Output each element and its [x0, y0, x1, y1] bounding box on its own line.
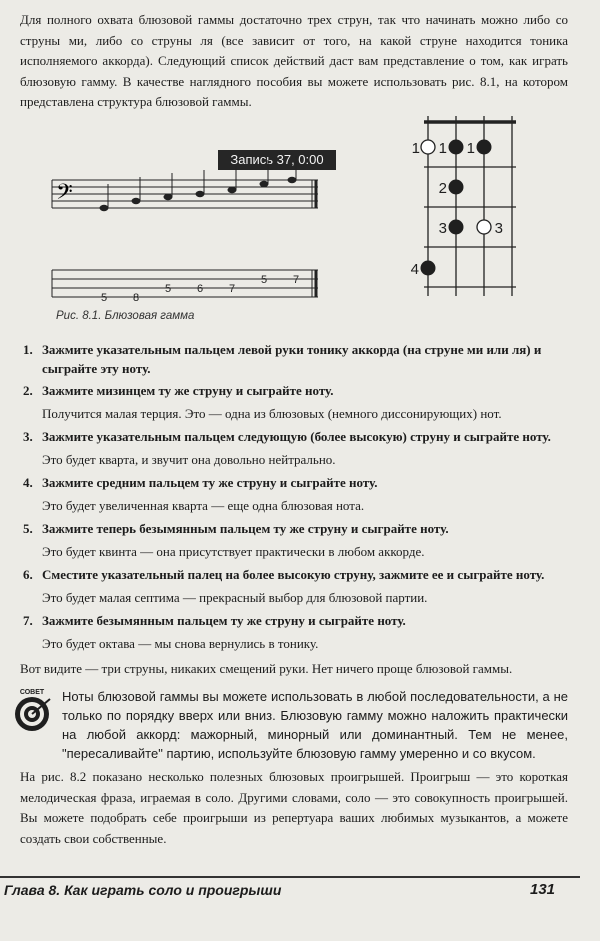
step-title: Зажмите безымянным пальцем ту же струну и сыграйте ноту.	[42, 613, 406, 628]
tip-label: СОВЕТ	[19, 689, 45, 696]
steps-list	[20, 340, 568, 681]
bass-clef-icon: 𝄢	[56, 180, 73, 210]
intro-paragraph: Для полного охвата блюзовой гаммы достаточно трех струн, так что начинать можно либо со струны ми, либо со струны ля (все зависит от того, на какой струне находится тоника исполняемого аккорда). Следующий список действий даст вам представление о том, как играть блюзовую гамму. В качестве наглядного пособия вы можете использовать рис. 8.1, на котором представлена структура блюзовой гаммы.	[20, 12, 568, 109]
finger-label: 3	[438, 220, 447, 237]
tab-staff	[52, 270, 318, 297]
tab-number: 5	[260, 274, 268, 286]
list-item	[20, 381, 568, 423]
finger-label: 1	[438, 140, 447, 157]
step-number: 1.	[23, 342, 33, 357]
step-number: 7.	[23, 613, 33, 628]
list-item	[20, 427, 568, 469]
step-title: Зажмите теперь безымянным пальцем ту же струну и сыграйте ноту.	[42, 521, 449, 536]
footer-divider	[0, 876, 580, 878]
page-number: 131	[530, 881, 556, 898]
staff	[52, 180, 318, 208]
step-desc: Это будет кварта, и звучит она довольно нейтрально.	[42, 452, 336, 467]
tab-number: 7	[228, 283, 236, 295]
tab-number: 5	[100, 292, 108, 304]
finger-label: 1	[411, 140, 420, 157]
tab-number: 6	[196, 283, 204, 295]
tab-number: 5	[164, 283, 172, 295]
audio-track-badge: Запись 37, 0:00	[218, 150, 336, 170]
step-desc: Это будет малая септима — прекрасный выбор для блюзовой партии.	[42, 590, 428, 605]
step-number: 3.	[23, 429, 33, 444]
finger-label: 3	[494, 220, 503, 237]
finger-label: 2	[438, 180, 447, 197]
step-title: Зажмите средним пальцем ту же струну и сыграйте ноту.	[42, 475, 378, 490]
notation-svg	[0, 0, 600, 330]
footer-chapter-title: Глава 8. Как играть соло и проигрыши	[4, 882, 282, 898]
step-number: 5.	[23, 521, 33, 536]
step-desc: Получится малая терция. Это — одна из блюзовых (немного диссонирующих) нот.	[42, 406, 502, 421]
finger-labels	[411, 140, 503, 278]
finger-label: 1	[466, 140, 475, 157]
step-desc: Это будет октава — мы снова вернулись в тонику.	[42, 636, 319, 651]
step-title: Зажмите указательным пальцем левой руки тонику аккорда (на струне ми или ля) и сыграйте эту ноту.	[42, 342, 542, 376]
list-item	[20, 565, 568, 607]
tip-icon	[10, 685, 54, 733]
summary-text: Вот видите — три струны, никаких смещений руки. Нет ничего проще блюзовой гаммы.	[20, 661, 513, 676]
step-title: Сместите указательный палец на более высокую струну, зажмите ее и сыграйте ноту.	[42, 567, 545, 582]
list-item	[20, 473, 568, 515]
step-title: Зажмите мизинцем ту же струну и сыграйте ноту.	[42, 383, 334, 398]
step-number: 4.	[23, 475, 33, 490]
finger-label: 4	[410, 261, 419, 278]
step-number: 6.	[23, 567, 33, 582]
list-item	[20, 611, 568, 653]
step-desc: Это будет увеличенная кварта — еще одна блюзовая нота.	[42, 498, 365, 513]
step-number: 2.	[23, 383, 33, 398]
outro-paragraph: На рис. 8.2 показано несколько полезных блюзовых проигрышей. Проигрыш — это короткая мелодическая фраза, играемая в соло. Другими словами, соло — это совокупность проигрышей. Вы можете подобрать себе проигрыши из репертуара ваших любимых музыкантов, а можете создать свои собственные.	[20, 769, 568, 846]
list-item	[20, 340, 568, 378]
list-item	[20, 519, 568, 561]
staff-notes	[100, 156, 297, 211]
figure-blues-scale	[0, 0, 600, 330]
tab-number: 7	[292, 274, 300, 286]
figure-caption: Рис. 8.1. Блюзовая гамма	[56, 310, 195, 322]
step-desc: Это будет квинта — она присутствует практически в любом аккорде.	[42, 544, 425, 559]
tab-number: 8	[132, 292, 140, 304]
step-title: Зажмите указательным пальцем следующую (более высокую) струну и сыграйте ноту.	[42, 429, 551, 444]
tip-text: Ноты блюзовой гаммы вы можете использовать в любой последовательности, а не только по порядку вверх или вниз. Блюзовую гамму можно наложить практически на любой аккорд: мажорный, минорный или доминантный. Тем не менее, "пересаливайте" партию, используйте блюзовую гамму умеренно и со вкусом.	[62, 689, 568, 761]
